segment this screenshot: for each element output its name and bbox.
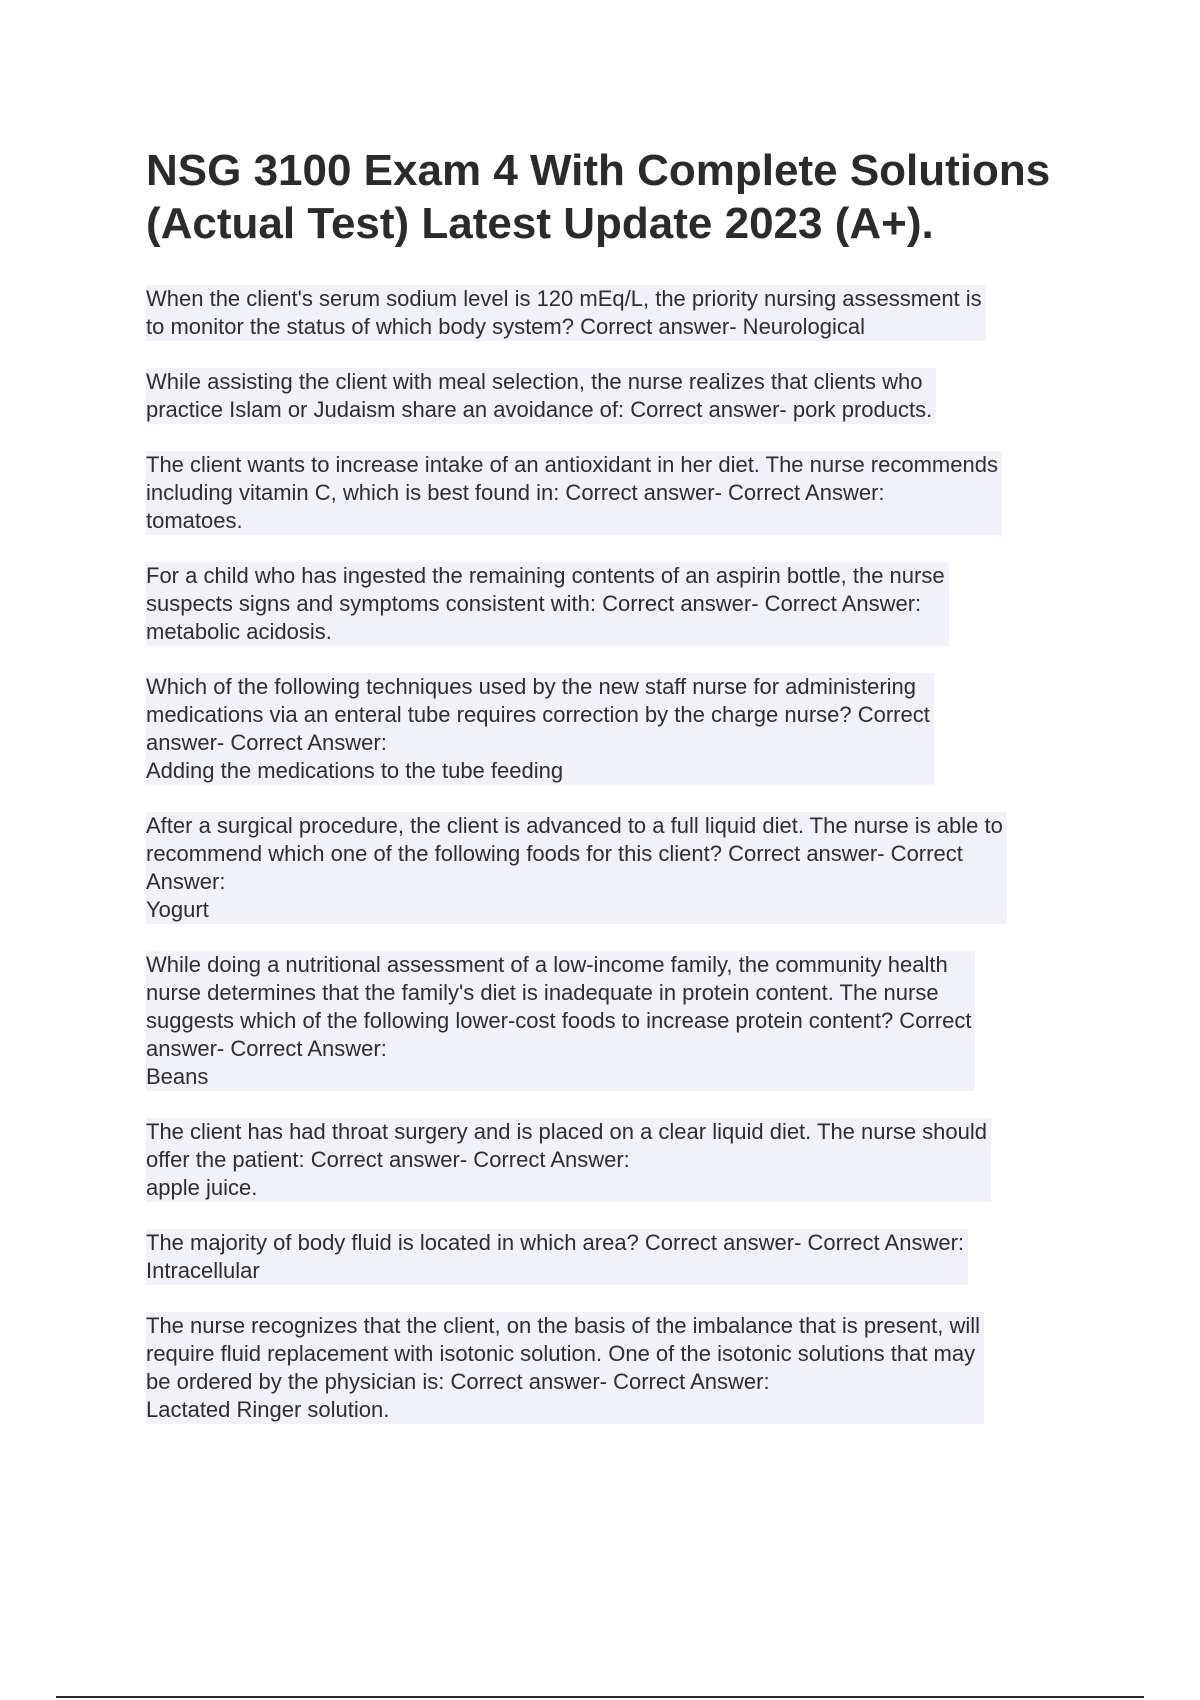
qa-item: After a surgical procedure, the client is advanced to a full liquid diet. The nurse is able to recommend which one of the following foods for this client? Correct answer- Correct Answer: Yogurt xyxy=(146,812,1007,924)
footer-divider xyxy=(56,1696,1144,1698)
document-title: NSG 3100 Exam 4 With Complete Solutions (Actual Test) Latest Update 2023 (A+). xyxy=(146,146,1051,248)
qa-item: While assisting the client with meal selection, the nurse realizes that clients who practice Islam or Judaism share an avoidance of: Correct answer- pork products. xyxy=(146,368,936,424)
qa-item: Which of the following techniques used by the new staff nurse for administering medications via an enteral tube requires correction by the charge nurse? Correct answer- Correct Answer: Adding the medications to the tube feeding xyxy=(146,673,934,785)
qa-item: The client has had throat surgery and is placed on a clear liquid diet. The nurse should offer the patient: Correct answer- Correct Answer: apple juice. xyxy=(146,1118,991,1202)
qa-item: The client wants to increase intake of an antioxidant in her diet. The nurse recommends including vitamin C, which is best found in: Correct answer- Correct Answer: tomatoes. xyxy=(146,451,1002,535)
qa-item: While doing a nutritional assessment of a low-income family, the community health nurse determines that the family's diet is inadequate in protein content. The nurse suggests which of the following lower-cost foods to increase protein content? Correct answer- Correct Answer: Beans xyxy=(146,951,975,1091)
qa-item: The nurse recognizes that the client, on the basis of the imbalance that is present, will require fluid replacement with isotonic solution. One of the isotonic solutions that may be ordered by the physician is: Correct answer- Correct Answer: Lactated Ringer solution. xyxy=(146,1312,984,1424)
qa-item: For a child who has ingested the remaining contents of an aspirin bottle, the nurse suspects signs and symptoms consistent with: Correct answer- Correct Answer: metabolic acidosis. xyxy=(146,562,949,646)
qa-item: The majority of body fluid is located in which area? Correct answer- Correct Answer: Intracellular xyxy=(146,1229,968,1285)
question-answer-list xyxy=(146,285,1106,1451)
qa-item: When the client's serum sodium level is 120 mEq/L, the priority nursing assessment is to monitor the status of which body system? Correct answer- Neurological xyxy=(146,285,986,341)
